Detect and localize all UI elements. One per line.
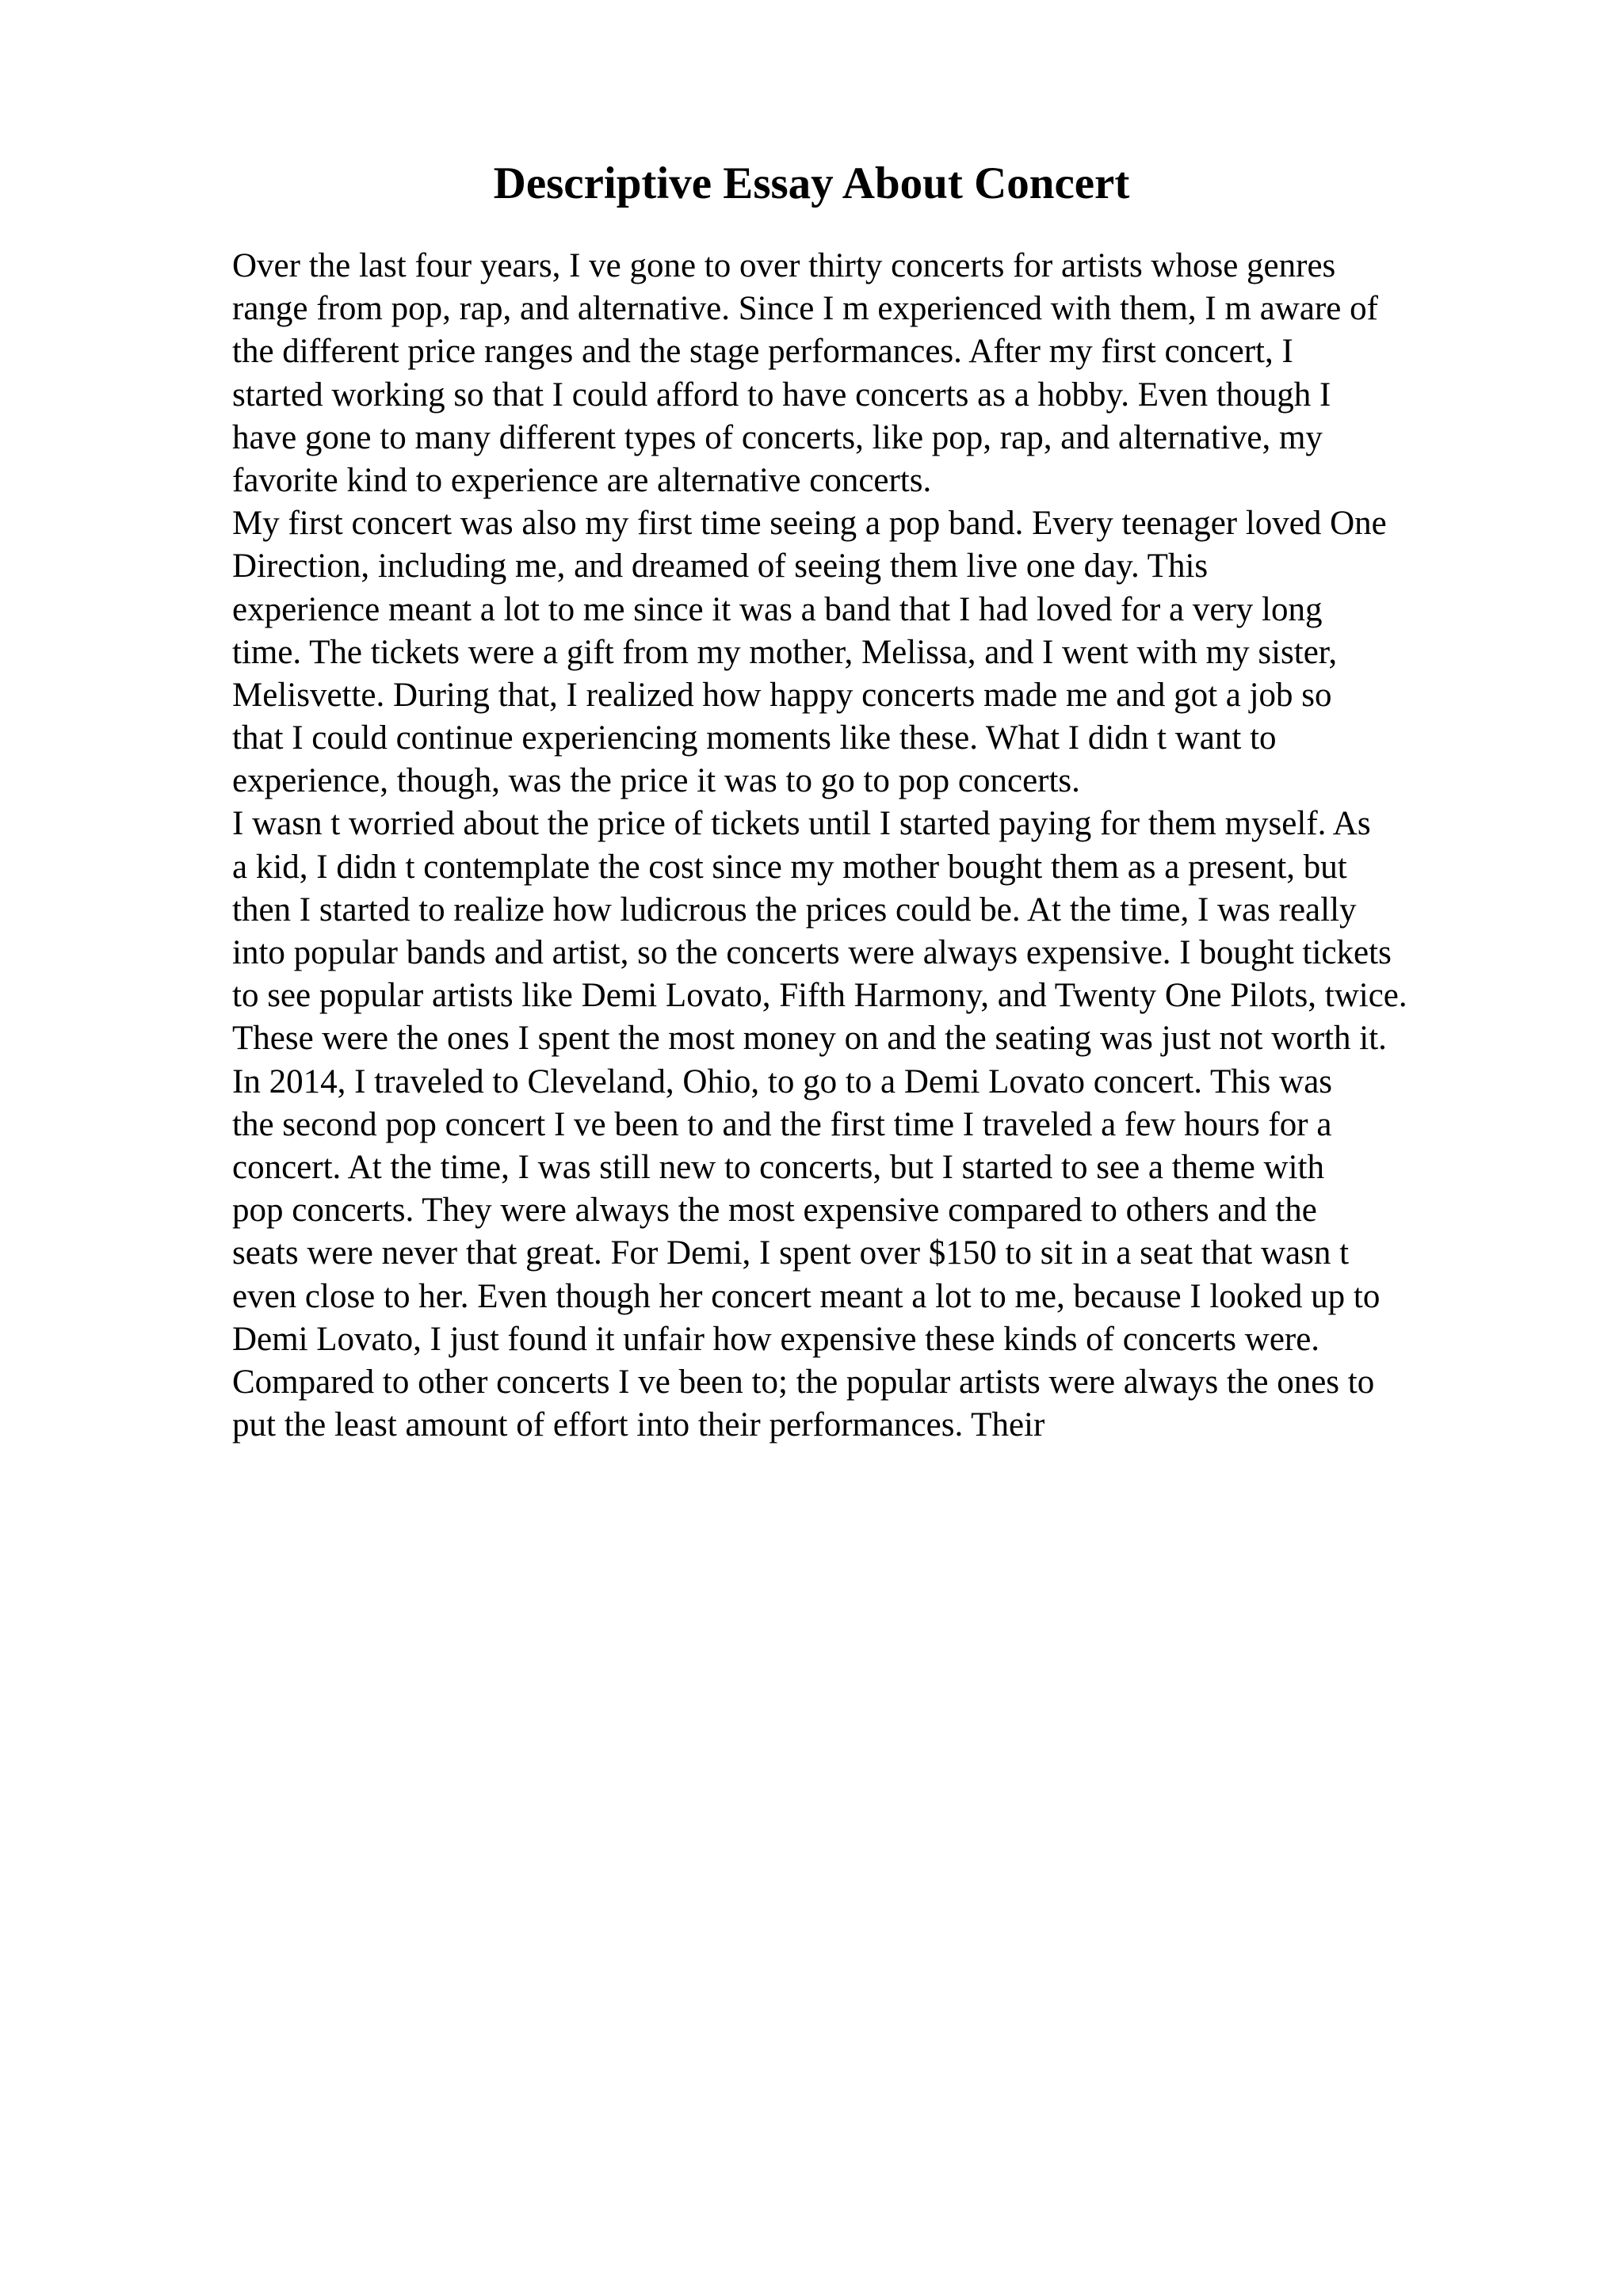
essay-line: experience, though, was the price it was to go to pop concerts.	[232, 762, 1080, 800]
essay-line: to see popular artists like Demi Lovato, Fifth Harmony, and Twenty One Pilots, twice.	[232, 977, 1407, 1015]
essay-line: seats were never that great. For Demi, I spent over $150 to sit in a seat that wasn t	[232, 1234, 1350, 1272]
essay-line: These were the ones I spent the most money on and the seating was just not worth it.	[232, 1020, 1387, 1058]
essay-line: experience meant a lot to me since it was a band that I had loved for a very long	[232, 590, 1323, 628]
essay-line: range from pop, rap, and alternative. Since I m experienced with them, I m aware of	[232, 290, 1378, 328]
essay-line: Direction, including me, and dreamed of seeing them live one day. This	[232, 547, 1209, 585]
essay-line: time. The tickets were a gift from my mother, Melissa, and I went with my sister,	[232, 633, 1338, 671]
essay-body	[232, 245, 1611, 1447]
essay-line: the second pop concert I ve been to and the first time I traveled a few hours for a	[232, 1105, 1332, 1143]
essay-line: My first concert was also my first time seeing a pop band. Every teenager loved One	[232, 505, 1387, 543]
essay-line: Over the last four years, I ve gone to over thirty concerts for artists whose genres	[232, 247, 1336, 284]
essay-line: have gone to many different types of concerts, like pop, rap, and alternative, my	[232, 418, 1323, 456]
essay-line: pop concerts. They were always the most expensive compared to others and the	[232, 1192, 1317, 1230]
essay-line: then I started to realize how ludicrous the prices could be. At the time, I was really	[232, 891, 1357, 929]
document-title: Descriptive Essay About Concert	[493, 158, 1130, 208]
essay-line: Compared to other concerts I ve been to; the popular artists were always the ones to	[232, 1363, 1375, 1401]
essay-line: even close to her. Even though her concert meant a lot to me, because I looked up to	[232, 1277, 1381, 1315]
essay-line: In 2014, I traveled to Cleveland, Ohio, to go to a Demi Lovato concert. This was	[232, 1062, 1333, 1100]
essay-line: into popular bands and artist, so the concerts were always expensive. I bought tickets	[232, 934, 1392, 971]
essay-line: the different price ranges and the stage performances. After my first concert, I	[232, 333, 1293, 371]
essay-line: Melisvette. During that, I realized how happy concerts made me and got a job so	[232, 676, 1332, 714]
essay-line: put the least amount of effort into their performances. Their	[232, 1406, 1045, 1444]
essay-line: Demi Lovato, I just found it unfair how expensive these kinds of concerts were.	[232, 1320, 1320, 1358]
essay-line: I wasn t worried about the price of tickets until I started paying for them myself. As	[232, 805, 1371, 843]
essay-line: concert. At the time, I was still new to concerts, but I started to see a theme with	[232, 1148, 1324, 1186]
essay-line: started working so that I could afford to have concerts as a hobby. Even though I	[232, 376, 1331, 414]
essay-line: favorite kind to experience are alternative concerts.	[232, 461, 932, 499]
essay-line: that I could continue experiencing moments like these. What I didn t want to	[232, 719, 1277, 757]
essay-line: a kid, I didn t contemplate the cost since my mother bought them as a present, but	[232, 848, 1347, 886]
